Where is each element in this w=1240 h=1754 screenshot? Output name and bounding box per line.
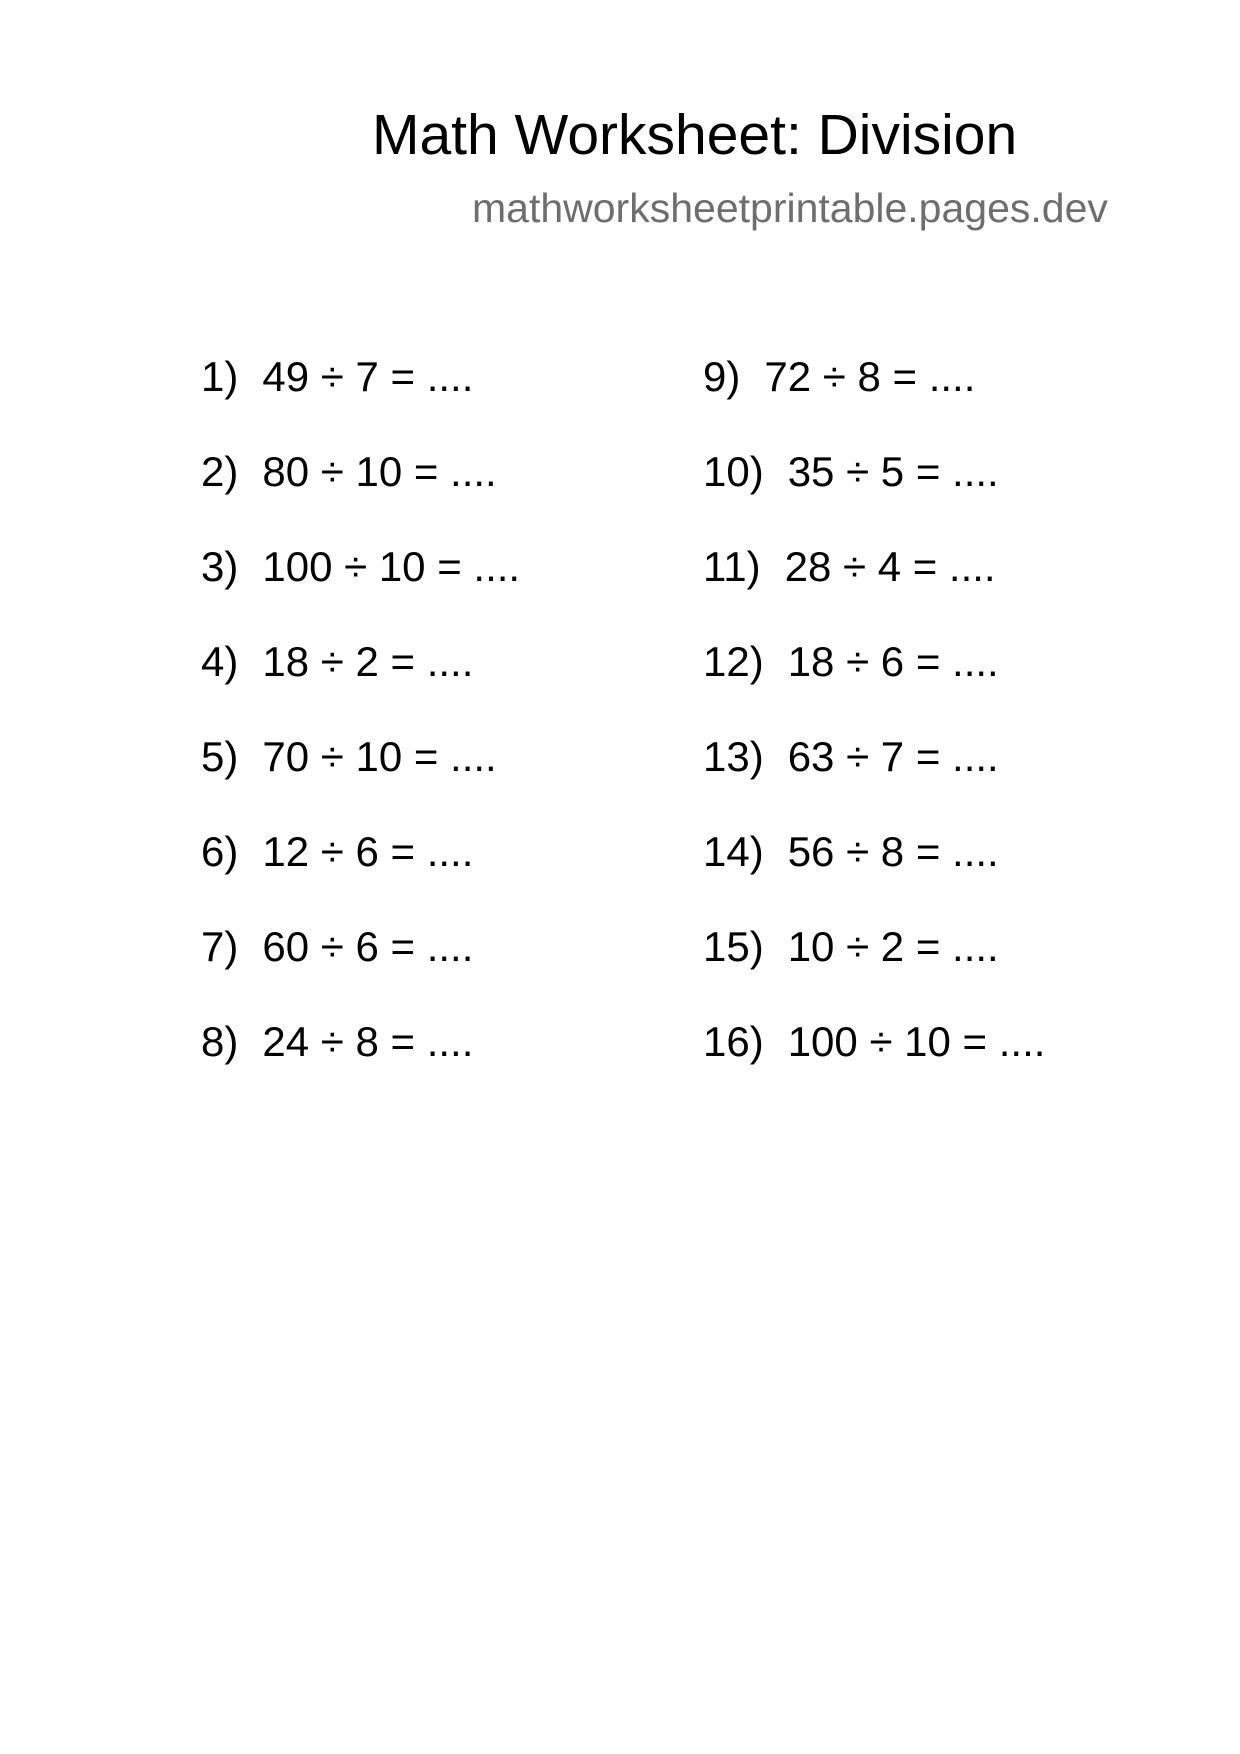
problem-13: [703, 732, 1045, 827]
problem-number: 11): [703, 543, 761, 590]
problem-expression: 28 ÷ 4 = ....: [784, 543, 996, 590]
page-subtitle: mathworksheetprintable.pages.dev: [472, 185, 1108, 231]
problem-number: 15): [703, 923, 764, 970]
problem-number: 7): [201, 923, 239, 970]
problem-number: 16): [703, 1018, 764, 1065]
problem-expression: 100 ÷ 10 = ....: [787, 1018, 1046, 1065]
problem-8: [201, 1017, 520, 1112]
problem-expression: 100 ÷ 10 = ....: [262, 543, 521, 590]
problem-number: 3): [201, 543, 239, 590]
problem-number: 1): [201, 353, 239, 400]
problem-expression: 10 ÷ 2 = ....: [787, 923, 999, 970]
problem-3: [201, 542, 520, 637]
problem-2: [201, 447, 520, 542]
page-title: Math Worksheet: Division: [372, 103, 1018, 167]
problem-11: [703, 542, 1045, 637]
problem-number: 4): [201, 638, 239, 685]
problem-1: [201, 352, 520, 447]
problem-number: 12): [703, 638, 764, 685]
problem-column-right: [703, 352, 1045, 1112]
problem-number: 6): [201, 828, 239, 875]
problem-expression: 49 ÷ 7 = ....: [262, 353, 474, 400]
problem-12: [703, 637, 1045, 732]
problem-14: [703, 827, 1045, 922]
problem-number: 13): [703, 733, 764, 780]
problem-9: [703, 352, 1045, 447]
problem-number: 2): [201, 448, 239, 495]
problem-6: [201, 827, 520, 922]
problem-expression: 80 ÷ 10 = ....: [262, 448, 497, 495]
problem-expression: 70 ÷ 10 = ....: [262, 733, 497, 780]
problem-column-left: [201, 352, 520, 1112]
problem-expression: 72 ÷ 8 = ....: [764, 353, 976, 400]
problem-expression: 56 ÷ 8 = ....: [787, 828, 999, 875]
problem-number: 5): [201, 733, 239, 780]
problem-5: [201, 732, 520, 827]
problem-expression: 18 ÷ 2 = ....: [262, 638, 474, 685]
problem-number: 10): [703, 448, 764, 495]
problem-expression: 35 ÷ 5 = ....: [787, 448, 999, 495]
problem-expression: 60 ÷ 6 = ....: [262, 923, 474, 970]
problem-expression: 18 ÷ 6 = ....: [787, 638, 999, 685]
problem-16: [703, 1017, 1045, 1112]
problem-4: [201, 637, 520, 732]
problem-number: 8): [201, 1018, 239, 1065]
problem-expression: 24 ÷ 8 = ....: [262, 1018, 474, 1065]
problem-7: [201, 922, 520, 1017]
problem-15: [703, 922, 1045, 1017]
problem-expression: 12 ÷ 6 = ....: [262, 828, 474, 875]
problem-expression: 63 ÷ 7 = ....: [787, 733, 999, 780]
problem-number: 14): [703, 828, 764, 875]
problem-number: 9): [703, 353, 741, 400]
problem-10: [703, 447, 1045, 542]
